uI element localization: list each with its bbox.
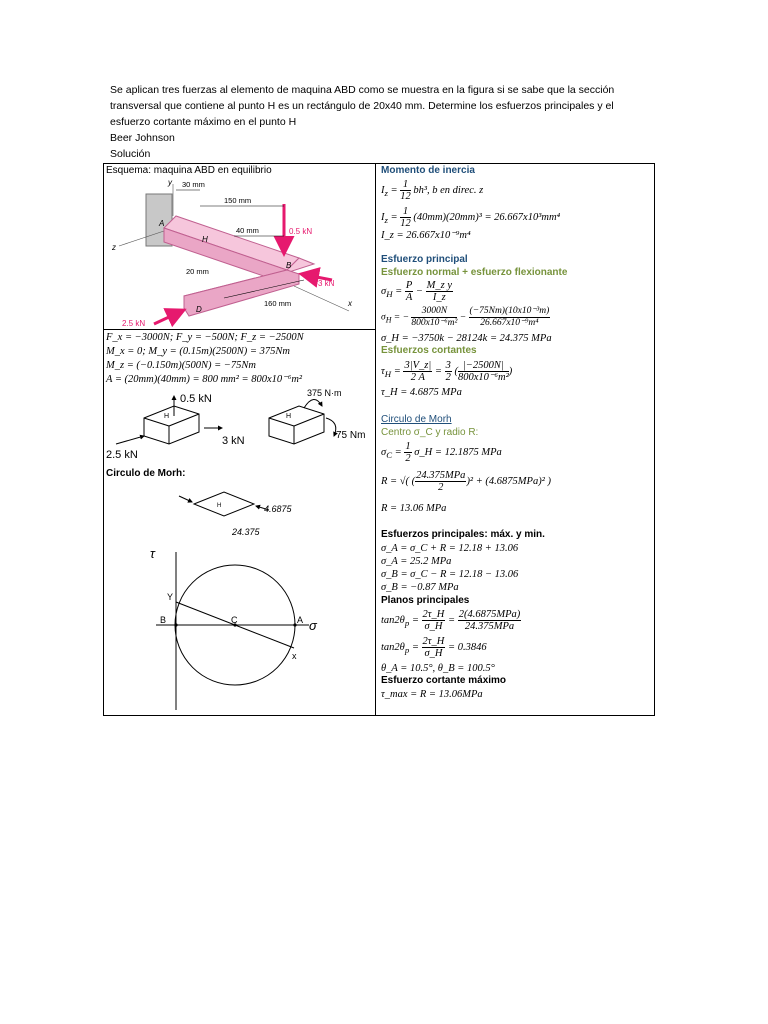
sigma-h-formula: $\sigma_H$ = $\frac{P}{A}$ − $\frac{\text{M\_z y}}{I\_z}$ bbox=[381, 280, 452, 303]
element-normal-value: 24.375 bbox=[232, 527, 260, 537]
element-h: H bbox=[217, 503, 222, 509]
radius-formula: R = √( ( $\frac{\text{24.375MPa}}{2}$ )² + (4.6875MPa)² ) bbox=[381, 470, 551, 493]
tan-formula: $\tan 2\theta_p$ = $\frac{2\tau\_H}{\sigma\_H}$ = $\frac{\text{2(4.6875MPa)}}{\text{24.375MPa}}$ bbox=[381, 609, 521, 632]
normal-stress-title: Esfuerzo normal + esfuerzo flexionante bbox=[381, 267, 568, 278]
max-shear-result: τ_max = R = 13.06MPa bbox=[381, 689, 483, 700]
tan-result: $\tan 2\theta_p$ = $\frac{2\tau\_H}{\sigma\_H}$ = 0.3846 bbox=[381, 636, 487, 659]
sketch-force-05: 0.5 kN bbox=[180, 393, 212, 405]
solution-table bbox=[103, 163, 655, 716]
principal-stresses-title: Esfuerzos principales: máx. y min. bbox=[381, 529, 545, 540]
statement-line-3: esfuerzo cortante máximo en el punto H bbox=[110, 116, 297, 128]
point-b: B bbox=[286, 261, 292, 270]
statement-line-1: Se aplican tres fuerzas al elemento de maquina ABD como se muestra en la figura si se sabe que la sección bbox=[110, 84, 615, 96]
sketch-force-25: 2.5 kN bbox=[106, 449, 138, 460]
sigma-a-eq: σ_A = σ_C + R = 12.18 + 13.06 bbox=[381, 543, 519, 554]
dim-30-label: 30 mm bbox=[182, 180, 205, 189]
sketch-h-1: H bbox=[164, 413, 170, 420]
x-axis bbox=[294, 286, 349, 311]
tau-h-formula: $\tau_H$ = $\frac{3|V\_z|}{2 A}$ = $\frac{3}{2}$ ( $\frac{|-2500N|}{\text{800x10⁻⁶m²}}$ ) bbox=[381, 360, 513, 383]
area-eq: A = (20mm)(40mm) = 800 mm² = 800x10⁻⁶m² bbox=[106, 374, 303, 385]
shear-stress-title: Esfuerzos cortantes bbox=[381, 345, 477, 356]
mohr-point-x: x bbox=[292, 651, 297, 661]
schema-title: Esquema: maquina ABD en equilibrio bbox=[106, 165, 272, 176]
axis-z-label: z bbox=[112, 243, 116, 252]
sigma-c-eq: $\sigma_C$ = $\frac{1}{2}$ σ_H = 12.1875 MPa bbox=[381, 441, 502, 464]
sigma-h-result: σ_H = −3750k − 28124k = 24.375 MPa bbox=[381, 333, 552, 344]
sigma-b-result: σ_B = −0.87 MPa bbox=[381, 582, 459, 593]
dim-40-label: 40 mm bbox=[236, 226, 259, 235]
mohr-circle-sketch bbox=[104, 482, 374, 714]
dim-160-label: 160 mm bbox=[264, 299, 292, 308]
column-divider bbox=[375, 164, 376, 715]
sketch-force-3: 3 kN bbox=[222, 435, 245, 447]
center-radius-title: Centro σ_C y radio R: bbox=[381, 427, 479, 438]
mohr-circle-title: Circulo de Morh: bbox=[106, 468, 186, 479]
statement-line-2: transversal que contiene al punto H es un rectángulo de 20x40 mm. Determine los esfuerzos principales y el bbox=[110, 100, 614, 112]
mohr-point-b: B bbox=[160, 615, 167, 625]
sigma-b-eq: σ_B = σ_C − R = 12.18 − 13.06 bbox=[381, 569, 519, 580]
force-3-label: 3 kN bbox=[318, 279, 335, 288]
axis-x-label: x bbox=[348, 299, 352, 308]
forces-eq: F_x = −3000N; F_y = −500N; F_z = −2500N bbox=[106, 332, 304, 343]
point-d: D bbox=[196, 305, 202, 314]
iz-result: I_z = 26.667x10⁻⁹m⁴ bbox=[381, 230, 471, 241]
radius-result: R = 13.06 MPa bbox=[381, 503, 447, 514]
author: Beer Johnson bbox=[110, 132, 175, 144]
problem-statement bbox=[110, 82, 650, 162]
point-h: H bbox=[202, 235, 208, 244]
sigma-h-numeric: $\sigma_H$ = − $\frac{3000N}{\text{800x10⁻⁶m²}}$ − $\frac{\text{(−75Nm)(10x10⁻³m)}}{\text{26.667x10⁻⁹m⁴}}$ bbox=[381, 306, 550, 328]
separator bbox=[104, 329, 375, 330]
element-shear-value: 4.6875 bbox=[264, 504, 292, 514]
principal-stress-title: Esfuerzo principal bbox=[381, 254, 468, 265]
iz-formula: $I_z$ = $\frac{1}{12}$ bh³, b en direc. z bbox=[381, 179, 484, 202]
sketch-moment-375: 375 N·m bbox=[307, 388, 342, 398]
mohr-point-a: A bbox=[297, 615, 304, 625]
sketch-moment-75: 75 Nm bbox=[336, 430, 366, 441]
solution-label: Solución bbox=[110, 148, 151, 160]
force-25-label: 2.5 kN bbox=[122, 319, 146, 328]
sketch-h-2: H bbox=[286, 413, 292, 420]
axis-y-label: y bbox=[168, 178, 172, 187]
max-shear-title: Esfuerzo cortante máximo bbox=[381, 675, 507, 686]
moment-y-eq: M_x = 0; M_y = (0.15m)(2500N) = 375Nm bbox=[106, 346, 290, 357]
force-05-label: 0.5 kN bbox=[289, 227, 313, 236]
dim-150-label: 150 mm bbox=[224, 196, 252, 205]
mohr-point-c: C bbox=[231, 615, 238, 625]
machine-element-figure bbox=[104, 176, 374, 334]
tau-h-result: τ_H = 4.6875 MPa bbox=[381, 387, 462, 398]
tau-label: τ bbox=[150, 546, 155, 561]
mohr-title: Circulo de Morh bbox=[381, 414, 452, 425]
free-body-sketches bbox=[104, 388, 374, 460]
sigma-a-result: σ_A = 25.2 MPa bbox=[381, 556, 452, 567]
theta-result: θ_A = 10.5°, θ_B = 100.5° bbox=[381, 663, 495, 674]
sigma-label: σ bbox=[309, 618, 317, 633]
principal-planes-title: Planos principales bbox=[381, 595, 470, 606]
force-25-arrow bbox=[154, 310, 184, 324]
mohr-point-y: Y bbox=[167, 592, 174, 602]
inertia-title: Momento de inercia bbox=[381, 165, 475, 176]
moment-z-eq: M_z = (−0.150m)(500N) = −75Nm bbox=[106, 360, 256, 371]
point-a: A bbox=[159, 219, 165, 228]
iz-numeric: $I_z$ = $\frac{1}{12}$ (40mm)(20mm)³ = 26.667x10³mm⁴ bbox=[381, 206, 561, 229]
dim-20-label: 20 mm bbox=[186, 267, 209, 276]
